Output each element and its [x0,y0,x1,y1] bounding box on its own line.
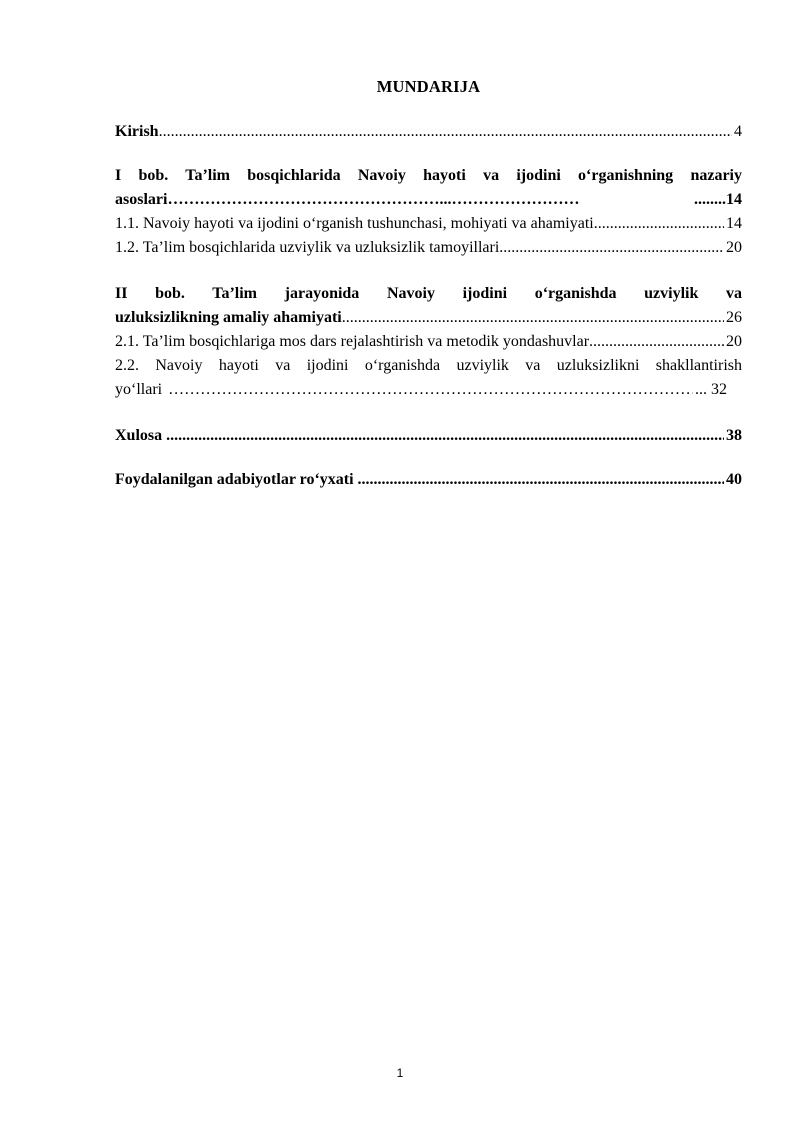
toc-entry-section-1-1[interactable] [115,212,742,236]
document-page [115,0,742,1131]
toc-page-number: ........14 [694,191,742,208]
toc-page-number: 4 [734,123,742,140]
toc-entry-section-2-1[interactable] [115,330,742,354]
toc-entry-label: 2.1. Ta’lim bosqichlariga mos dars rejalashtirish va metodik yondashuvlar [115,333,590,350]
toc-leader-dots [594,212,724,236]
toc-entry-label-line1: I bob. Ta’lim bosqichlarida Navoiy hayoti va ijodini o‘rganishning nazariy [115,167,742,184]
toc-page-number: ... 32 [695,381,727,398]
toc-page-number: 38 [726,427,742,444]
toc-page-number: 20 [726,239,742,256]
toc-entry-label-line2: asoslari [115,191,168,208]
toc-leader-dots: ……………………………………………...…………………… [167,191,580,208]
toc-entry-label-line2: yo‘llari [115,381,163,398]
toc-entry-label-line1: 2.2. Navoiy hayoti va ijodini o‘rganishda uzviylik va uzluksizlikni shakllantirish [115,357,742,374]
toc-leader-dots [162,424,724,448]
toc-entry-label: 1.1. Navoiy hayoti va ijodini o‘rganish tushunchasi, mohiyati va ahamiyati [115,215,594,232]
toc-page-number: 40 [726,471,742,488]
toc-leader-dots [342,306,724,330]
toc-page-number: 26 [726,309,742,326]
toc-leader-dots [159,120,732,144]
toc-entry-chapter-2[interactable] [115,282,742,330]
toc-leader-dots [162,378,693,402]
toc-entry-references[interactable] [115,468,742,492]
toc-leader-dots [354,468,724,492]
toc-leader-dots [589,330,724,354]
toc-entry-xulosa[interactable] [115,424,742,448]
toc-entry-label: Kirish [115,123,159,140]
toc-entry-section-1-2[interactable] [115,236,742,260]
toc-entry-label: Foydalanilgan adabiyotlar ro‘yxati [115,471,354,488]
toc-entry-section-2-2[interactable] [115,354,742,402]
page-title: MUNDARIJA [376,77,481,96]
toc-entry-kirish[interactable] [115,120,742,144]
toc-entry-chapter-1[interactable] [115,164,742,212]
toc-entry-label: 1.2. Ta’lim bosqichlarida uzviylik va uzluksizlik tamoyillari [115,239,500,256]
toc-page-number: 20 [726,333,742,350]
toc-entry-label-line1: II bob. Ta’lim jarayonida Navoiy ijodini o‘rganishda uzviylik va [115,285,742,302]
toc-entry-label-line2: uzluksizlikning amaliy ahamiyati [115,309,342,326]
page-number-footer: 1 [396,1066,404,1080]
toc-entry-label: Xulosa [115,427,163,444]
toc-page-number: 14 [726,215,742,232]
toc-leader-dots [499,236,724,260]
